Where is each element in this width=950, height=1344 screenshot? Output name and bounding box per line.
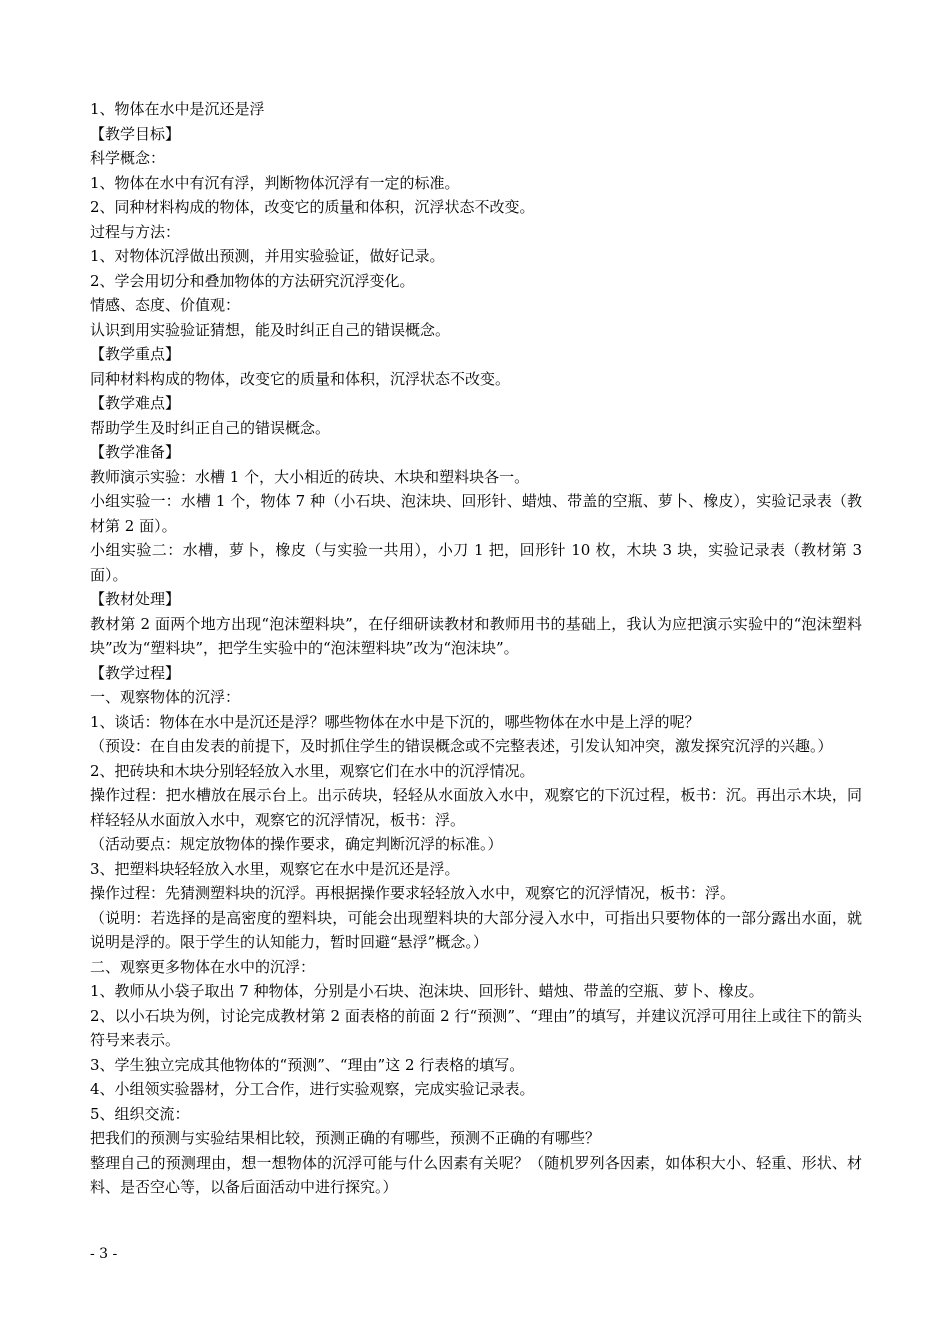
document-body <box>90 97 862 1200</box>
paragraph: 2、把砖块和木块分别轻轻放入水里，观察它们在水中的沉浮情况。 <box>90 761 535 780</box>
paragraph: 教材第 2 面两个地方出现“泡沫塑料块”，在仔细研读教材和教师用书的基础上，我认为应把演示实验中的“泡沫塑料块”改为“塑料块”，把学生实验中的“泡沫塑料块”改为“泡沫块”。 <box>90 614 862 657</box>
paragraph: 4、小组领实验器材，分工合作，进行实验观察，完成实验记录表。 <box>90 1080 535 1098</box>
paragraph: 同种材料构成的物体，改变它的质量和体积，沉浮状态不改变。 <box>90 369 511 388</box>
paragraph: 1、教师从小袋子取出 7 种物体，分别是小石块、泡沫块、回形针、蜡烛、带盖的空瓶、萝卜、橡皮。 <box>90 982 764 1000</box>
section-heading-process: 【教学过程】 <box>90 663 181 682</box>
lesson-title: 1、物体在水中是沉还是浮 <box>90 100 265 118</box>
section-heading-key-points: 【教学重点】 <box>90 345 181 363</box>
section-heading-difficulties: 【教学难点】 <box>90 394 181 412</box>
paragraph: 1、对物体沉浮做出预测，并用实验验证，做好记录。 <box>90 247 445 265</box>
page-number: - 3 - <box>90 1246 118 1262</box>
paragraph: 3、学生独立完成其他物体的“预测”、“理由”这 2 行表格的填写。 <box>90 1055 525 1074</box>
paragraph: 操作过程：把水槽放在展示台上。出示砖块，轻轻从水面放入水中，观察它的下沉过程，板书：沉。再出示木块，同样轻轻从水面放入水中，观察它的沉浮情况，板书：浮。 <box>90 786 862 829</box>
paragraph: 一、观察物体的沉浮： <box>90 688 241 706</box>
paragraph: 科学概念： <box>90 149 166 167</box>
paragraph: （说明：若选择的是高密度的塑料块，可能会出现塑料块的大部分浸入水中，可指出只要物体的一部分露出水面，就说明是浮的。限于学生的认知能力，暂时回避“悬浮”概念。） <box>90 908 862 951</box>
section-heading-preparation: 【教学准备】 <box>90 443 181 461</box>
paragraph: 小组实验二：水槽，萝卜，橡皮（与实验一共用），小刀 1 把，回形针 10 枚，木块 3 块，实验记录表（教材第 3 面）。 <box>90 541 862 584</box>
paragraph: 整理自己的预测理由，想一想物体的沉浮可能与什么因素有关呢？（随机罗列各因素，如体积大小、轻重、形状、材料、是否空心等，以备后面活动中进行探究。） <box>90 1153 862 1196</box>
section-heading-material-handling: 【教材处理】 <box>90 590 181 608</box>
paragraph: 帮助学生及时纠正自己的错误概念。 <box>90 418 331 437</box>
paragraph: 2、同种材料构成的物体，改变它的质量和体积，沉浮状态不改变。 <box>90 198 535 216</box>
paragraph: 小组实验一：水槽 1 个，物体 7 种（小石块、泡沫块、回形针、蜡烛、带盖的空瓶、萝卜、橡皮），实验记录表（教材第 2 面）。 <box>90 492 862 535</box>
paragraph: 情感、态度、价值观： <box>90 296 241 314</box>
paragraph: 2、以小石块为例，讨论完成教材第 2 面表格的前面 2 行“预测”、“理由”的填写，并建议沉浮可用往上或往下的箭头符号来表示。 <box>90 1006 862 1049</box>
paragraph: 教师演示实验：水槽 1 个，大小相近的砖块、木块和塑料块各一。 <box>90 467 530 486</box>
paragraph: 把我们的预测与实验结果相比较，预测正确的有哪些，预测不正确的有哪些？ <box>90 1129 601 1147</box>
paragraph: 1、谈话：物体在水中是沉还是浮？哪些物体在水中是下沉的，哪些物体在水中是上浮的呢？ <box>90 712 700 731</box>
section-heading-goals: 【教学目标】 <box>90 124 181 143</box>
paragraph: 5、组织交流： <box>90 1104 190 1123</box>
paragraph: （活动要点：规定放物体的操作要求，确定判断沉浮的标准。） <box>90 835 503 853</box>
paragraph: 二、观察更多物体在水中的沉浮： <box>90 957 316 976</box>
paragraph: 3、把塑料块轻轻放入水里，观察它在水中是沉还是浮。 <box>90 859 460 878</box>
paragraph: 认识到用实验验证猜想，能及时纠正自己的错误概念。 <box>90 320 451 339</box>
paragraph: 过程与方法： <box>90 222 181 241</box>
paragraph: 2、学会用切分和叠加物体的方法研究沉浮变化。 <box>90 271 415 290</box>
paragraph: 操作过程：先猜测塑料块的沉浮。再根据操作要求轻轻放入水中，观察它的沉浮情况，板书：浮。 <box>90 884 736 902</box>
paragraph: （预设：在自由发表的前提下，及时抓住学生的错误概念或不完整表述，引发认知冲突，激发探究沉浮的兴趣。） <box>90 737 833 755</box>
paragraph: 1、物体在水中有沉有浮，判断物体沉浮有一定的标准。 <box>90 173 460 192</box>
